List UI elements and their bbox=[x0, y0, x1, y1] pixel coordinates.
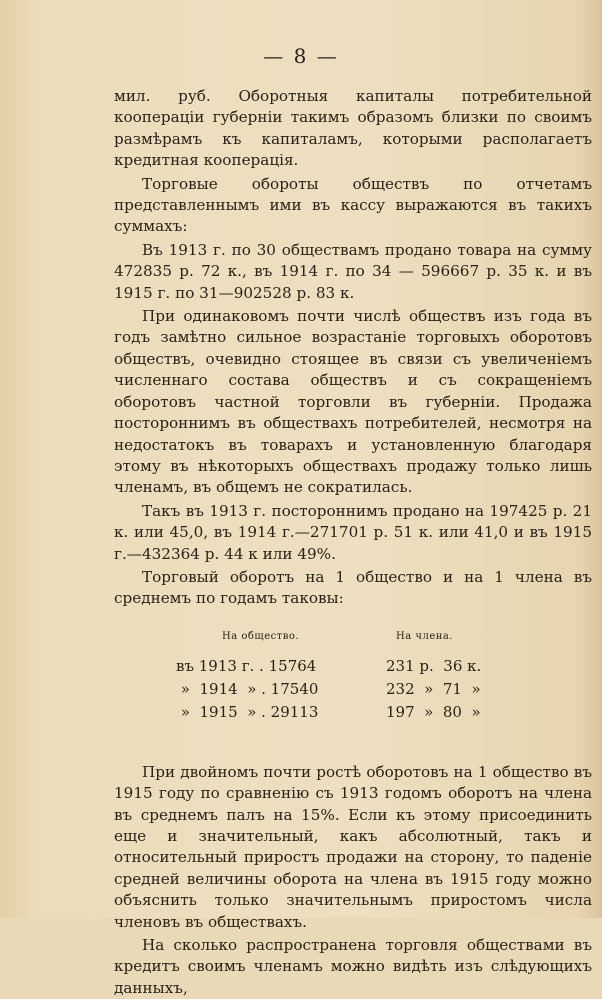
table-cell-member: 231 р. 36 к. bbox=[386, 656, 482, 675]
paragraph: При одинаковомъ почти числѣ обществъ изъ года въ годъ замѣтно сильное возрастаніе торговыхъ оборотовъ обществъ, очевидно стоящее въ связи съ увеличеніемъ численнаго состава обществъ и съ сокращеніемъ оборотовъ частной торговли въ губерніи. Продажа постороннимъ въ обществахъ потребителей, несмотря на недостатокъ въ товарахъ и установленную благодаря этому въ нѣкоторыхъ обществахъ продажу только лишь членамъ, въ общемъ не сократилась. bbox=[114, 307, 592, 497]
table-row bbox=[176, 656, 592, 678]
paragraph: Въ 1913 г. по 30 обществамъ продано товара на сумму 472835 р. 72 к., въ 1914 г. по 34 — 596667 р. 35 к. и въ 1915 г. по 31—902528 р. 83 к. bbox=[114, 240, 592, 302]
table-header-society: На общество. bbox=[222, 630, 300, 642]
page-body bbox=[114, 86, 592, 999]
paragraph: Такъ въ 1913 г. постороннимъ продано на 197425 р. 21 к. или 45,0, въ 1914 г.—271701 р. 51 к. или 41,0 и въ 1915 г.—432364 р. 44 к или 49%. bbox=[114, 501, 592, 563]
table-cell-society: » 1914 » . 17540 bbox=[176, 679, 319, 698]
table-header-member: На члена. bbox=[396, 630, 454, 642]
table-row bbox=[176, 679, 592, 701]
turnover-table bbox=[114, 626, 592, 742]
paragraph: При двойномъ почти ростѣ оборотовъ на 1 общество въ 1915 году по сравненію съ 1913 годомъ оборотъ на члена въ среднемъ палъ на 15%. Если къ этому присоединить еще и значительный, какъ абсолютный, такъ и относительный приростъ продажи на сторону, то паденіе средней величины оборота на члена въ 1915 году можно объяснить только значительнымъ приростомъ числа членовъ въ обществахъ. bbox=[114, 762, 592, 931]
page-number: — 8 — bbox=[263, 44, 339, 68]
paragraph: Торговый оборотъ на 1 общество и на 1 члена въ среднемъ по годамъ таковы: bbox=[114, 567, 592, 608]
table-cell-member: 232 » 71 » bbox=[386, 679, 481, 698]
table-cell-society: » 1915 » . 29113 bbox=[176, 702, 319, 721]
paragraph: мил. руб. Оборотныя капиталы потребительной коопераціи губерніи такимъ образомъ близки по своимъ размѣрамъ къ капиталамъ, которыми располагаетъ кредитная кооперація. bbox=[114, 87, 592, 170]
paragraph: На сколько распространена торговля обществами въ кредитъ своимъ членамъ можно видѣть изъ слѣдующихъ данныхъ, bbox=[114, 936, 592, 997]
paragraph: Торговые обороты обществъ по отчетамъ представленнымъ ими въ кассу выражаются въ такихъ суммахъ: bbox=[114, 174, 592, 236]
table-row bbox=[176, 702, 592, 724]
table-cell-society: въ 1913 г. . 15764 bbox=[176, 656, 317, 675]
table-cell-member: 197 » 80 » bbox=[386, 702, 481, 721]
